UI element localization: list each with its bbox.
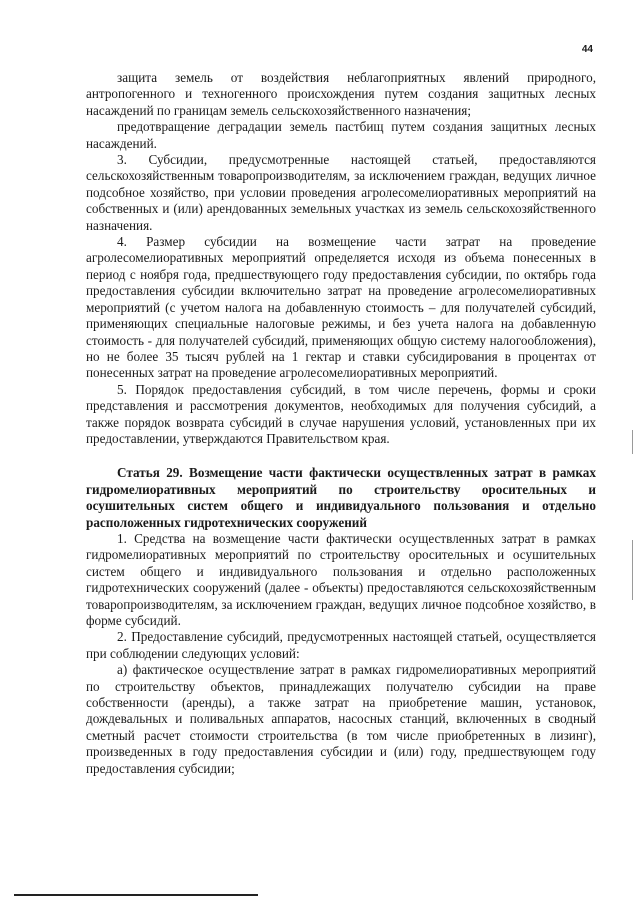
paragraph: защита земель от воздействия неблагоприятных явлений природного, антропогенного и техногенного происхождения путем создания защитных лесных насаждений по границам земель сельскохозяйственного назначения;	[86, 70, 596, 118]
page-number: 44	[581, 44, 593, 55]
paragraph: 5. Порядок предоставления субсидий, в том числе перечень, формы и сроки представления и рассмотрения документов, необходимых для получения субсидий, а также порядок возврата субсидий в случае нарушения условий, установленных при их предоставлении, утверждаются Правительством края.	[86, 381, 596, 446]
paragraph: предотвращение деградации земель пастбищ путем создания защитных лесных насаждений.	[86, 119, 596, 151]
paragraph: 1. Средства на возмещение части фактически осуществленных затрат в рамках гидромелиоративных мероприятий по строительству оросительных и осушительных систем общего и индивидуального пользования и отдельно расположенных гидротехнических сооружений (далее - объекты) предоставляются сельскохозяйственным товаропроизводителям, за исключением граждан, ведущих личное подсобное хозяйство, в форме субсидий.	[86, 530, 596, 628]
document-body	[86, 70, 596, 777]
scan-margin-mark	[632, 430, 633, 454]
paragraph: 2. Предоставление субсидий, предусмотренных настоящей статьей, осуществляется при соблюдении следующих условий:	[86, 629, 596, 661]
article-title: Статья 29. Возмещение части фактически осуществленных затрат в рамках гидромелиоративных мероприятий по строительству оросительных и осушительных систем общего и индивидуального пользования и отдельно расположенных гидротехнических сооружений	[86, 465, 596, 530]
footer-rule	[14, 894, 258, 896]
scan-margin-mark	[632, 540, 633, 600]
paragraph: 3. Субсидии, предусмотренные настоящей статьей, предоставляются сельскохозяйственным товаропроизводителям, за исключением граждан, ведущих личное подсобное хозяйство, при условии проведения агролесомелиоративных мероприятий на собственных и (или) арендованных земельных участках из земель сельскохозяйственного назначения.	[86, 152, 596, 233]
paragraph: 4. Размер субсидии на возмещение части затрат на проведение агролесомелиоративных мероприятий определяется исходя из объема понесенных в период с ноября года, предшествующего году предоставления субсидии, по октябрь года предоставления субсидии включительно затрат на проведение агролесомелиоративных мероприятий (с учетом налога на добавленную стоимость – для получателей субсидий, применяющих специальные налоговые режимы, и без учета налога на добавленную стоимость - для получателей субсидий, применяющих общую систему налогообложения), но не более 35 тысяч рублей на 1 гектар и ставки субсидирования в процентах от понесенных затрат на проведение агролесомелиоративных мероприятий.	[86, 234, 596, 381]
paragraph: а) фактическое осуществление затрат в рамках гидромелиоративных мероприятий по строительству объектов, принадлежащих получателю субсидии на праве собственности (аренды), а также затрат на приобретение машин, установок, дождевальных и поливальных аппаратов, насосных станций, включенных в сводный сметный расчет стоимости строительства (в том числе приобретенных в лизинг), произведенных в году предоставления субсидии и (или) году, предшествующем году предоставления субсидии;	[86, 662, 596, 776]
